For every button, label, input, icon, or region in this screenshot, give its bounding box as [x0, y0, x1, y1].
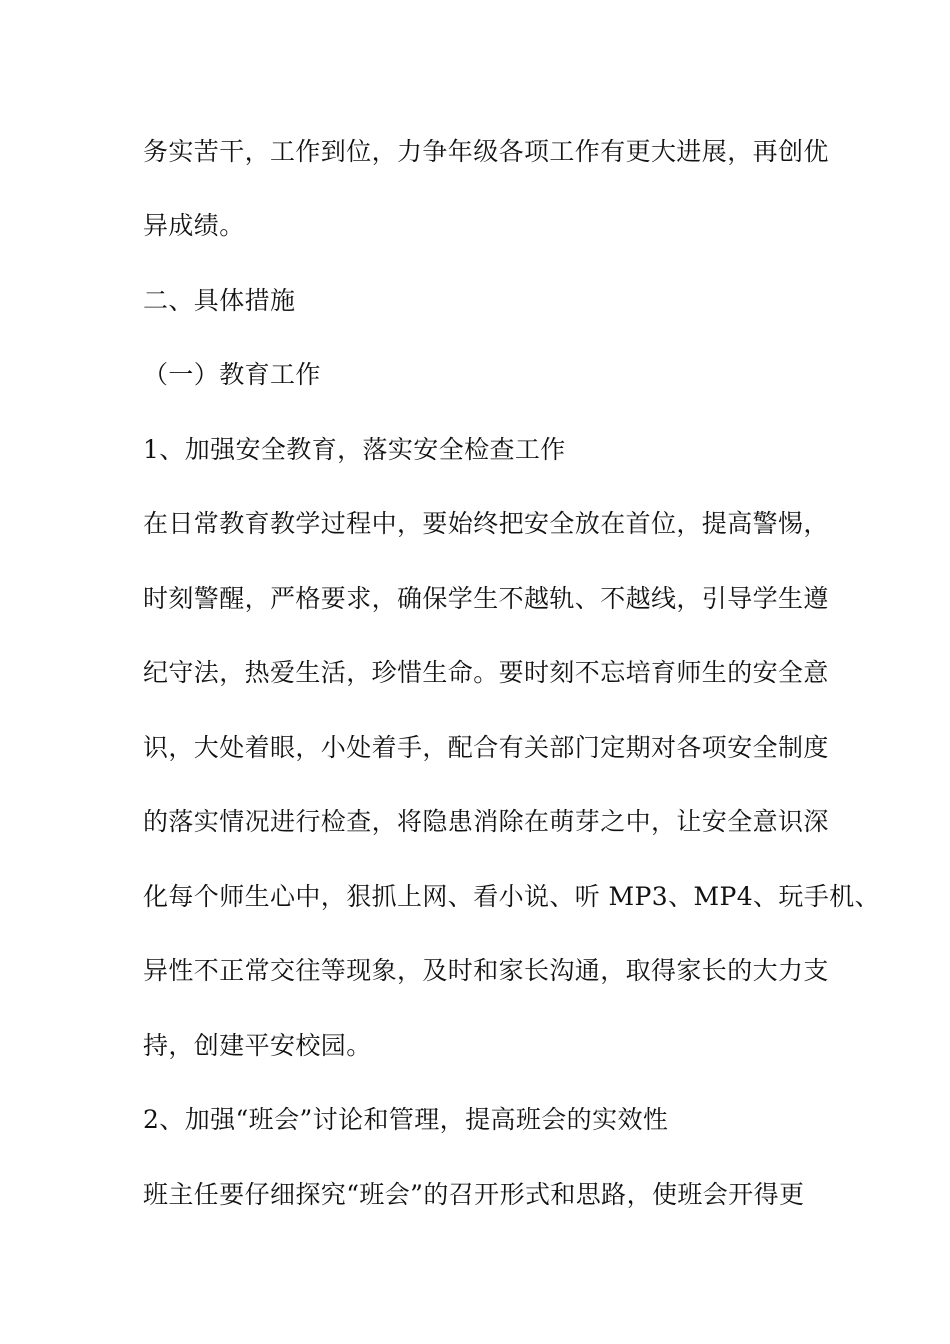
paragraph-line: 化每个师生心中，狠抓上网、看小说、听 MP3、MP4、玩手机、 [143, 882, 880, 911]
paragraph-line: 异成绩。 [143, 211, 245, 240]
section-heading: 二、具体措施 [143, 286, 296, 315]
paragraph-line: 的落实情况进行检查，将隐患消除在萌芽之中，让安全意识深 [143, 807, 829, 836]
item-heading: 2、加强“班会”讨论和管理，提高班会的实效性 [143, 1105, 669, 1134]
paragraph-line: 持，创建平安校园。 [143, 1031, 372, 1060]
subsection-heading: （一）教育工作 [143, 360, 321, 389]
paragraph-line: 识，大处着眼，小处着手，配合有关部门定期对各项安全制度 [143, 733, 829, 762]
paragraph-line: 务实苦干，工作到位，力争年级各项工作有更大进展，再创优 [143, 137, 829, 166]
paragraph-line: 班主任要仔细探究“班会”的召开形式和思路，使班会开得更 [143, 1180, 805, 1209]
paragraph-line: 异性不正常交往等现象，及时和家长沟通，取得家长的大力支 [143, 956, 829, 985]
paragraph-line: 在日常教育教学过程中，要始终把安全放在首位，提高警惕， [143, 509, 829, 538]
item-heading: 1、加强安全教育，落实安全检查工作 [143, 435, 566, 464]
paragraph-line: 时刻警醒，严格要求，确保学生不越轨、不越线，引导学生遵 [143, 584, 829, 613]
paragraph-line: 纪守法，热爱生活，珍惜生命。要时刻不忘培育师生的安全意 [143, 658, 829, 687]
